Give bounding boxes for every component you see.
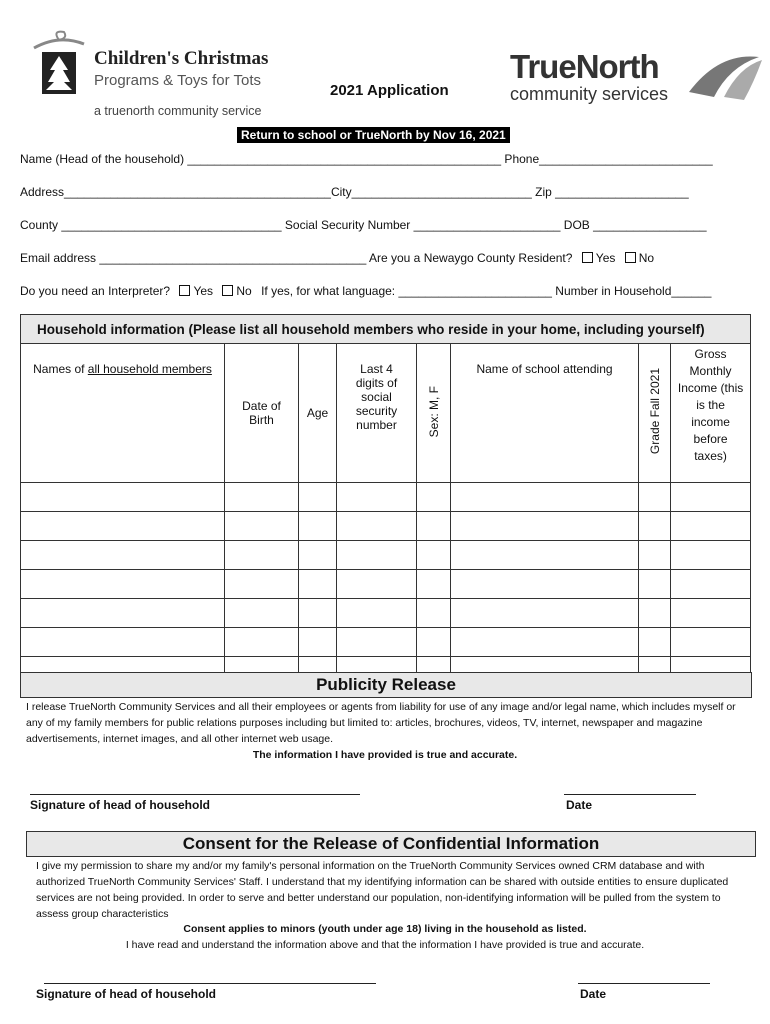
name-phone-line[interactable]: Name (Head of the household) _______________________________________________ Phone__________________________ xyxy=(20,152,713,166)
county-line[interactable]: County _________________________________ Social Security Number ______________________ DOB _________________ xyxy=(20,218,707,232)
publicity-text: I release TrueNorth Community Services and all their employees or agents from liability for use of any image and/or legal name, which includes myself or any of my family members for public relations purposes including but limited to: articles, brochures, videos, TV, internet, newspaper and magazine advertisements, internet images, and all other internet web usage. xyxy=(26,701,736,745)
col-age-header: Age xyxy=(299,344,337,483)
publicity-date-label: Date xyxy=(566,798,593,812)
interpreter-no-label: No xyxy=(236,284,252,298)
truenorth-logo xyxy=(508,48,766,108)
truenorth-wordmark: TrueNorth xyxy=(510,48,659,85)
col-sex-header xyxy=(417,344,451,483)
publicity-date-line[interactable] xyxy=(564,794,696,795)
col-ssn-header: Last 4 digits of social security number xyxy=(337,344,417,483)
table-row xyxy=(21,570,751,599)
col-income-header: Gross Monthly Income (this is the income before taxes) xyxy=(671,344,751,483)
table-row xyxy=(21,541,751,570)
household-table xyxy=(20,314,751,686)
publicity-signature-line[interactable] xyxy=(30,794,360,795)
consent-date-line[interactable] xyxy=(578,983,710,984)
consent-ack: I have read and understand the information above and that the information I have provided is true and accurate. xyxy=(125,939,645,951)
table-row xyxy=(21,483,751,512)
col-names-underlined: all household members xyxy=(87,362,212,376)
col-sex-label: Sex: M, F xyxy=(426,385,441,438)
compass-swoosh-icon xyxy=(684,52,764,102)
consent-text: I give my permission to share my and/or my family's personal information on the TrueNorth Community Services owned CRM database and with authorized TrueNorth Community Services' Staff. I understand that my identifying information can be shared with outside entities to ensure duplicated services are not being provided. In order to serve and better understand our population, non-identifying information will be pulled from the system to assess group characteristics xyxy=(36,860,729,920)
consent-date-label: Date xyxy=(580,987,607,1001)
consent-signature-label: Signature of head of household xyxy=(36,987,216,1001)
publicity-statement: The information I have provided is true and accurate. xyxy=(252,749,518,761)
consent-title: Consent for the Release of Confidential Information xyxy=(26,831,756,857)
col-dob-header: Date of Birth xyxy=(225,344,299,483)
resident-no-checkbox[interactable] xyxy=(625,252,636,263)
col-school-header: Name of school attending xyxy=(451,344,639,483)
interpreter-yes-label: Yes xyxy=(193,284,214,298)
consent-minors: Consent applies to minors (youth under age 18) living in the household as listed. xyxy=(183,923,587,935)
table-row xyxy=(21,512,751,541)
table-row xyxy=(21,599,751,628)
logo-line1: Children's Christmas xyxy=(94,48,269,69)
publicity-title: Publicity Release xyxy=(20,672,752,698)
logo-line2: Programs & Toys for Tots xyxy=(94,72,262,89)
resident-yes-checkbox[interactable] xyxy=(582,252,593,263)
application-title: 2021 Application xyxy=(330,82,449,99)
col-names-header xyxy=(21,344,225,483)
col-grade-label: Grade Fall 2021 xyxy=(647,368,662,455)
resident-no-label: No xyxy=(638,251,655,265)
resident-yes-label: Yes xyxy=(595,251,616,265)
col-grade-header xyxy=(639,344,671,483)
table-row xyxy=(21,628,751,657)
household-caption: Household information (Please list all household members who reside in your home, including yourself) xyxy=(21,315,751,344)
gift-tree-icon xyxy=(24,30,94,110)
interpreter-no-checkbox[interactable] xyxy=(222,285,233,296)
address-line[interactable]: Address________________________________________City___________________________ Zip ____________________ xyxy=(20,185,689,199)
interpreter-question: Do you need an Interpreter? xyxy=(20,284,171,298)
logo-line3: a truenorth community service xyxy=(94,104,262,118)
publicity-signature-label: Signature of head of household xyxy=(30,798,210,812)
interpreter-yes-checkbox[interactable] xyxy=(179,285,190,296)
email-resident-line xyxy=(20,251,654,265)
return-notice: Return to school or TrueNorth by Nov 16, 2021 xyxy=(237,127,510,143)
email-field[interactable]: Email address ________________________________________ Are you a Newaygo County Resident? xyxy=(20,251,573,265)
interpreter-line xyxy=(20,284,711,298)
language-household-field[interactable]: If yes, for what language: _______________________ Number in Household______ xyxy=(261,284,712,298)
consent-signature-line[interactable] xyxy=(44,983,376,984)
truenorth-subtitle: community services xyxy=(510,84,669,104)
col-names-prefix: Names of xyxy=(33,362,88,376)
childrens-christmas-logo xyxy=(24,30,274,122)
